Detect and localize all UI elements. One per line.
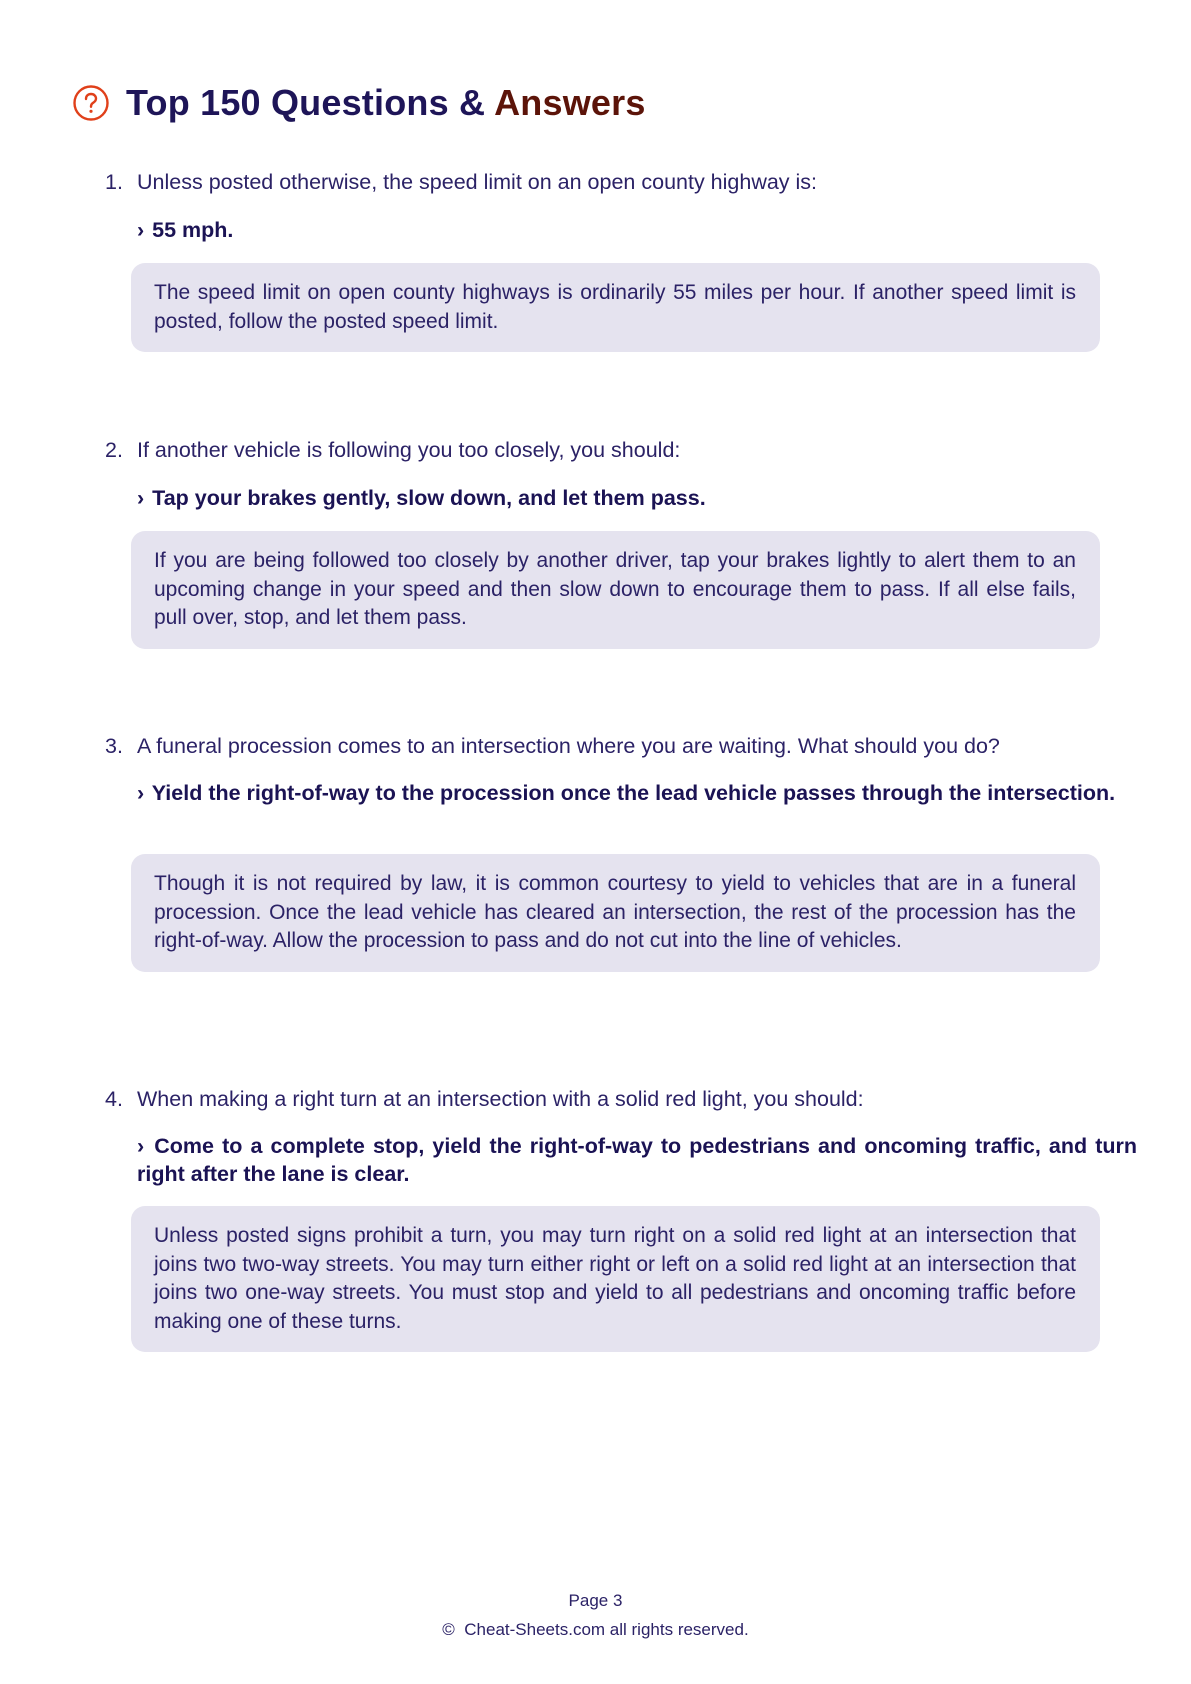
question-label: If another vehicle is following you too closely, you should: (137, 438, 681, 462)
explanation-text: Unless posted signs prohibit a turn, you may turn right on a solid red light at an intersection that joins two two-way streets. You may turn either right or left on a solid red light at an intersection that joins two one-way streets. You must stop and yield to all pedestrians and oncoming traffic before making one of these turns. (154, 1224, 1076, 1333)
answer-marker: › (137, 781, 145, 805)
answer-label: Come to a complete stop, yield the right-of-way to pedestrians and oncoming traffic, and turn right after the lane is clear. (137, 1134, 1137, 1186)
question-circle-icon (72, 84, 110, 122)
question-number: 4. (105, 1087, 123, 1111)
question-label: Unless posted otherwise, the speed limit on an open county highway is: (137, 170, 818, 194)
page-title-main: Top 150 Questions & (126, 82, 486, 123)
answer-label: Tap your brakes gently, slow down, and let them pass. (152, 486, 706, 510)
answer-text (137, 484, 1137, 512)
copyright-footer (0, 1620, 1191, 1640)
question-label: When making a right turn at an intersection with a solid red light, you should: (137, 1087, 864, 1111)
page-title (126, 82, 646, 123)
answer-marker: › (137, 218, 145, 242)
copyright-icon: © (442, 1620, 455, 1639)
explanation-box (131, 854, 1100, 972)
question-text (105, 438, 680, 463)
answer-text (137, 216, 1137, 244)
copyright-text: Cheat-Sheets.com all rights reserved. (464, 1620, 749, 1639)
question-label: A funeral procession comes to an intersection where you are waiting. What should you do? (137, 734, 1000, 758)
explanation-text: The speed limit on open county highways is ordinarily 55 miles per hour. If another speed limit is posted, follow the posted speed limit. (154, 281, 1076, 333)
explanation-box (131, 531, 1100, 649)
explanation-text: If you are being followed too closely by another driver, tap your brakes lightly to alert them to an upcoming change in your speed and then slow down to encourage them to pass. If all else fails, pull over, stop, and let them pass. (154, 549, 1076, 629)
page-number (0, 1591, 1191, 1611)
page-title-accent: Answers (494, 82, 646, 123)
explanation-text: Though it is not required by law, it is common courtesy to yield to vehicles that are in a funeral procession. Once the lead vehicle has cleared an intersection, the rest of the procession has the right-of-way. Allow the procession to pass and do not cut into the line of vehicles. (154, 872, 1076, 952)
answer-marker: › (137, 1134, 145, 1158)
answer-text (137, 779, 1137, 807)
explanation-box (131, 263, 1100, 352)
page-header (72, 84, 646, 122)
question-text (105, 170, 817, 195)
question-text (105, 734, 1000, 759)
answer-text (137, 1132, 1137, 1188)
question-number: 3. (105, 734, 123, 758)
question-number: 2. (105, 438, 123, 462)
page-number-label: Page 3 (568, 1591, 623, 1610)
explanation-box (131, 1206, 1100, 1352)
answer-marker: › (137, 486, 145, 510)
question-number: 1. (105, 170, 123, 194)
answer-label: Yield the right-of-way to the procession once the lead vehicle passes through the intersection. (151, 781, 1116, 805)
answer-label: 55 mph. (152, 218, 234, 242)
question-text (105, 1087, 864, 1112)
